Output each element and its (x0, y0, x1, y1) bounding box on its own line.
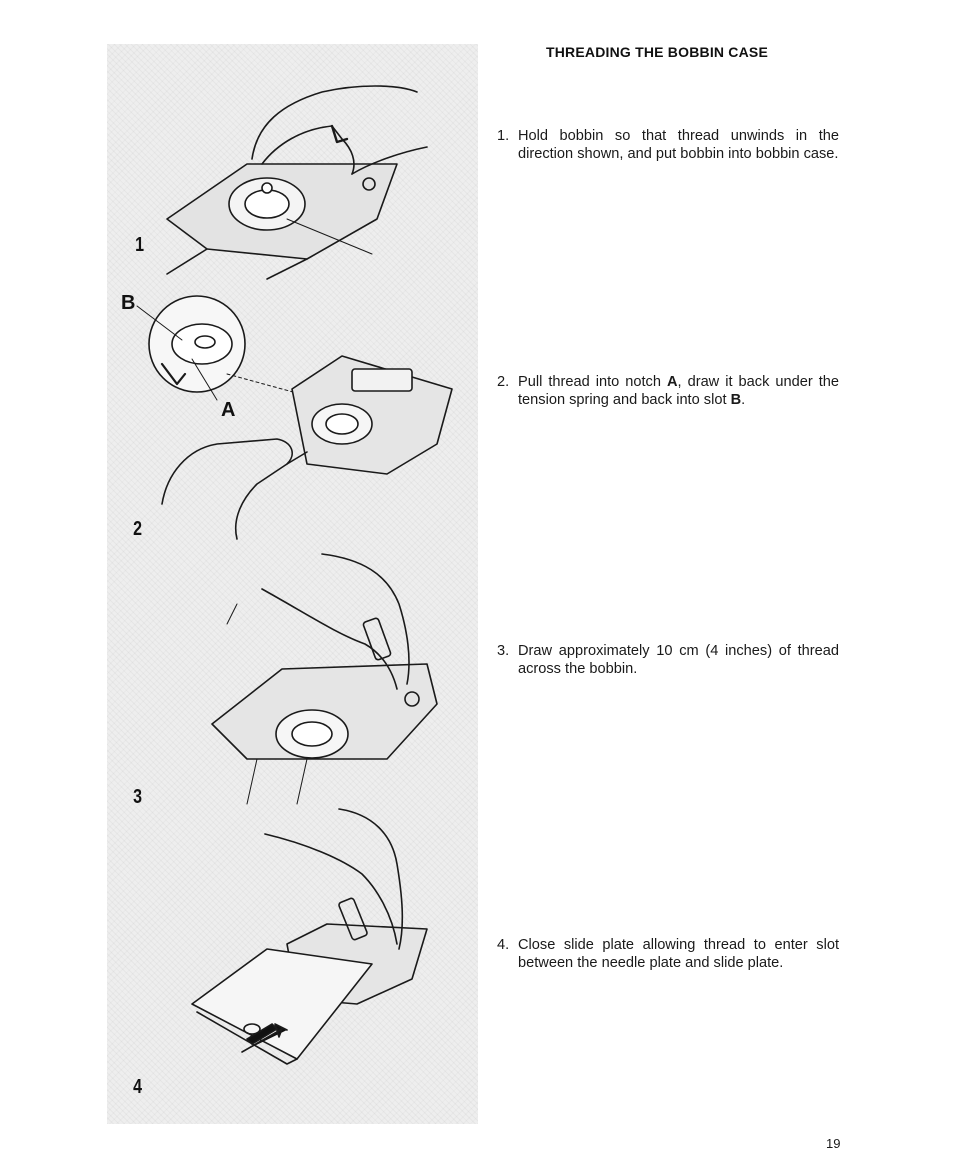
figure-1-label: 1 (135, 234, 145, 256)
page-title: THREADING THE BOBBIN CASE (546, 44, 769, 60)
figure-2-drawing (137, 296, 452, 624)
step-3 (497, 643, 839, 678)
step-text: Draw approximately 10 cm (4 inches) of thread across the bobbin. (518, 643, 839, 677)
figure-3-drawing (212, 554, 437, 804)
step-1 (497, 128, 839, 163)
slot-ref: B (730, 391, 742, 408)
figure-4-drawing (192, 809, 427, 1064)
step-2 (497, 374, 839, 409)
figure-1-drawing (167, 86, 427, 279)
figure-4-label: 4 (133, 1076, 143, 1098)
figure-2-callout-b: B (121, 292, 136, 314)
step-text: Close slide plate allowing thread to enter slot between the needle plate and slide plate. (518, 937, 839, 971)
step-number: 2. (497, 374, 510, 390)
step-text: Pull thread into notch A, draw it back under the tension spring and back into slot B. (518, 374, 839, 408)
bobbin-threading-illustrations (107, 44, 478, 1124)
step-number: 4. (497, 937, 510, 953)
notch-ref: A (666, 374, 678, 390)
step-number: 3. (497, 643, 510, 659)
figure-3-label: 3 (133, 786, 143, 808)
page-number: 19 (826, 1136, 841, 1151)
figure-2-callout-a: A (221, 399, 236, 421)
step-number: 1. (497, 128, 510, 144)
figure-2-label: 2 (133, 518, 143, 540)
step-4 (497, 937, 839, 972)
step-text: Hold bobbin so that thread unwinds in the direction shown, and put bobbin into bobbin case. (518, 128, 839, 162)
illustration-panel (107, 44, 478, 1124)
